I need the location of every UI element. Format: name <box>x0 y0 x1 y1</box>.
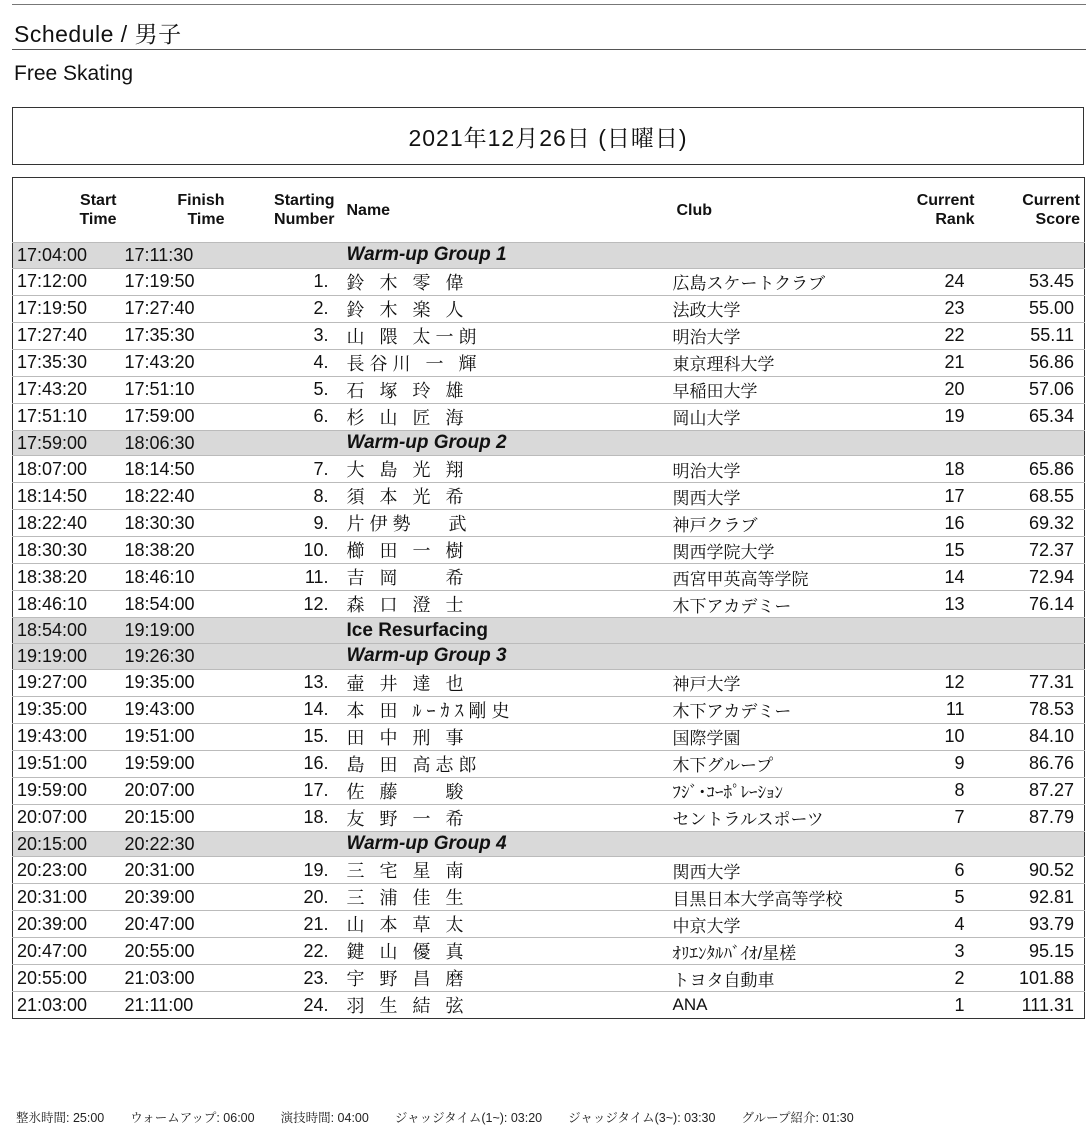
col-name: Name <box>346 201 391 219</box>
club-name: 木下アカデミー <box>669 696 869 723</box>
current-rank: 21 <box>869 349 979 376</box>
starting-number: 23. <box>229 965 339 992</box>
club-name: 木下アカデミー <box>669 591 869 618</box>
club-name: 早稲田大学 <box>669 376 869 403</box>
current-rank: 18 <box>869 456 979 483</box>
finish-time: 19:26:30 <box>121 644 229 670</box>
club-name: 東京理科大学 <box>669 349 869 376</box>
starting-number: 21. <box>229 911 339 938</box>
current-score: 53.45 <box>979 268 1085 295</box>
table-row <box>13 591 1085 618</box>
start-time: 17:35:30 <box>13 349 121 376</box>
table-row <box>13 669 1085 696</box>
start-time: 19:43:00 <box>13 723 121 750</box>
starting-number: 10. <box>229 537 339 564</box>
current-rank: 13 <box>869 591 979 618</box>
finish-time: 20:55:00 <box>121 938 229 965</box>
start-time: 19:51:00 <box>13 750 121 777</box>
col-current-score: Current Score <box>1022 192 1080 228</box>
group-label: Warm-up Group 2 <box>339 430 1085 456</box>
skater-name: 片伊勢 武 <box>339 510 669 537</box>
start-time: 20:15:00 <box>13 831 121 857</box>
club-name: 神戸大学 <box>669 669 869 696</box>
current-rank: 14 <box>869 564 979 591</box>
starting-number: 4. <box>229 349 339 376</box>
club-name: 岡山大学 <box>669 403 869 430</box>
start-time: 19:19:00 <box>13 644 121 670</box>
start-time: 19:59:00 <box>13 777 121 804</box>
current-rank: 1 <box>869 992 979 1019</box>
current-score: 77.31 <box>979 669 1085 696</box>
finish-time: 18:46:10 <box>121 564 229 591</box>
table-row <box>13 376 1085 403</box>
start-time: 20:07:00 <box>13 804 121 831</box>
club-name: 神戸クラブ <box>669 510 869 537</box>
blank-cell <box>229 430 339 456</box>
group-row <box>13 243 1085 269</box>
finish-time: 18:22:40 <box>121 483 229 510</box>
start-time: 18:14:50 <box>13 483 121 510</box>
current-score: 72.94 <box>979 564 1085 591</box>
start-time: 18:38:20 <box>13 564 121 591</box>
start-time: 20:23:00 <box>13 857 121 884</box>
club-name: 目黒日本大学高等学校 <box>669 884 869 911</box>
blank-cell <box>229 618 339 644</box>
current-score: 65.34 <box>979 403 1085 430</box>
page-title: Schedule / 男子 <box>14 21 182 47</box>
current-rank: 15 <box>869 537 979 564</box>
start-time: 17:12:00 <box>13 268 121 295</box>
table-row <box>13 965 1085 992</box>
finish-time: 20:31:00 <box>121 857 229 884</box>
skater-name: 三 浦 佳 生 <box>339 884 669 911</box>
club-name: セントラルスポーツ <box>669 804 869 831</box>
table-row <box>13 537 1085 564</box>
finish-time: 17:43:20 <box>121 349 229 376</box>
event-date: 2021年12月26日 (日曜日) <box>408 124 688 151</box>
date-banner <box>12 107 1084 165</box>
footer-item: ジャッジタイム(1~): 03:20 <box>394 1111 543 1125</box>
skater-name: 田 中 刑 事 <box>339 723 669 750</box>
starting-number: 5. <box>229 376 339 403</box>
club-name: 法政大学 <box>669 295 869 322</box>
current-score: 69.32 <box>979 510 1085 537</box>
finish-time: 19:59:00 <box>121 750 229 777</box>
current-rank: 3 <box>869 938 979 965</box>
start-time: 17:19:50 <box>13 295 121 322</box>
skater-name: 佐 藤 駿 <box>339 777 669 804</box>
club-name: ｵﾘｴﾝﾀﾙﾊﾞｲｵ/星槎 <box>669 938 869 965</box>
current-score: 57.06 <box>979 376 1085 403</box>
finish-time: 20:47:00 <box>121 911 229 938</box>
current-score: 111.31 <box>979 992 1085 1019</box>
current-rank: 8 <box>869 777 979 804</box>
footer-item: ウォームアップ: 06:00 <box>130 1111 255 1125</box>
skater-name: 山 本 草 太 <box>339 911 669 938</box>
skater-name: 長谷川 一 輝 <box>339 349 669 376</box>
start-time: 17:43:20 <box>13 376 121 403</box>
club-name: 明治大学 <box>669 322 869 349</box>
starting-number: 20. <box>229 884 339 911</box>
col-current-rank: Current Rank <box>916 192 975 228</box>
finish-time: 21:11:00 <box>121 992 229 1019</box>
current-rank: 24 <box>869 268 979 295</box>
club-name: 明治大学 <box>669 456 869 483</box>
current-rank: 10 <box>869 723 979 750</box>
skater-name: 鍵 山 優 真 <box>339 938 669 965</box>
start-time: 20:39:00 <box>13 911 121 938</box>
footer-item: ジャッジタイム(3~): 03:30 <box>568 1111 716 1125</box>
finish-time: 18:30:30 <box>121 510 229 537</box>
table-row <box>13 911 1085 938</box>
current-rank: 11 <box>869 696 979 723</box>
club-name: 関西大学 <box>669 857 869 884</box>
blank-cell <box>229 831 339 857</box>
start-time: 18:07:00 <box>13 456 121 483</box>
club-name: 関西学院大学 <box>669 537 869 564</box>
starting-number: 19. <box>229 857 339 884</box>
club-name: ﾌｼﾞ･ｺｰﾎﾟﾚｰｼｮﾝ <box>669 777 869 804</box>
skater-name: 須 本 光 希 <box>339 483 669 510</box>
table-row <box>13 696 1085 723</box>
starting-number: 1. <box>229 268 339 295</box>
starting-number: 18. <box>229 804 339 831</box>
club-name: 西宮甲英高等学院 <box>669 564 869 591</box>
finish-time: 20:22:30 <box>121 831 229 857</box>
col-club: Club <box>676 201 713 219</box>
skater-name: 山 隈 太一朗 <box>339 322 669 349</box>
current-rank: 5 <box>869 884 979 911</box>
starting-number: 6. <box>229 403 339 430</box>
table-row <box>13 804 1085 831</box>
skater-name: 石 塚 玲 雄 <box>339 376 669 403</box>
current-score: 87.27 <box>979 777 1085 804</box>
break-row <box>13 618 1085 644</box>
skater-name: 櫛 田 一 樹 <box>339 537 669 564</box>
top-rule <box>12 4 1086 5</box>
skater-name: 三 宅 星 南 <box>339 857 669 884</box>
start-time: 17:51:10 <box>13 403 121 430</box>
current-score: 86.76 <box>979 750 1085 777</box>
club-name: 国際学園 <box>669 723 869 750</box>
blank-cell <box>229 644 339 670</box>
table-row <box>13 322 1085 349</box>
starting-number: 13. <box>229 669 339 696</box>
starting-number: 3. <box>229 322 339 349</box>
finish-time: 17:35:30 <box>121 322 229 349</box>
current-rank: 6 <box>869 857 979 884</box>
club-name: 関西大学 <box>669 483 869 510</box>
start-time: 19:35:00 <box>13 696 121 723</box>
table-row <box>13 349 1085 376</box>
group-row <box>13 430 1085 456</box>
current-score: 92.81 <box>979 884 1085 911</box>
table-row <box>13 723 1085 750</box>
starting-number: 24. <box>229 992 339 1019</box>
finish-time: 17:11:30 <box>121 243 229 269</box>
current-score: 72.37 <box>979 537 1085 564</box>
starting-number: 16. <box>229 750 339 777</box>
footer-item: 整氷時間: 25:00 <box>16 1111 105 1125</box>
skater-name: 羽 生 結 弦 <box>339 992 669 1019</box>
start-time: 20:55:00 <box>13 965 121 992</box>
finish-time: 19:35:00 <box>121 669 229 696</box>
col-starting-number: Starting Number <box>274 192 335 228</box>
table-row <box>13 564 1085 591</box>
current-score: 93.79 <box>979 911 1085 938</box>
skater-name: 吉 岡 希 <box>339 564 669 591</box>
current-rank: 4 <box>869 911 979 938</box>
skater-name: 大 島 光 翔 <box>339 456 669 483</box>
table-row <box>13 510 1085 537</box>
starting-number: 2. <box>229 295 339 322</box>
current-rank: 17 <box>869 483 979 510</box>
footer-timings <box>16 1108 854 1126</box>
skater-name: 友 野 一 希 <box>339 804 669 831</box>
club-name: 広島スケートクラブ <box>669 268 869 295</box>
finish-time: 21:03:00 <box>121 965 229 992</box>
finish-time: 18:06:30 <box>121 430 229 456</box>
finish-time: 19:43:00 <box>121 696 229 723</box>
table-row <box>13 857 1085 884</box>
current-score: 87.79 <box>979 804 1085 831</box>
current-score: 84.10 <box>979 723 1085 750</box>
club-name: トヨタ自動車 <box>669 965 869 992</box>
start-time: 17:04:00 <box>13 243 121 269</box>
current-rank: 23 <box>869 295 979 322</box>
finish-time: 17:59:00 <box>121 403 229 430</box>
starting-number: 11. <box>229 564 339 591</box>
finish-time: 17:51:10 <box>121 376 229 403</box>
group-label: Warm-up Group 1 <box>339 243 1085 269</box>
current-score: 76.14 <box>979 591 1085 618</box>
starting-number: 22. <box>229 938 339 965</box>
event-name: Free Skating <box>14 62 134 85</box>
table-row <box>13 295 1085 322</box>
current-score: 78.53 <box>979 696 1085 723</box>
skater-name: 本 田 ﾙｰｶｽ剛史 <box>339 696 669 723</box>
start-time: 21:03:00 <box>13 992 121 1019</box>
finish-time: 20:39:00 <box>121 884 229 911</box>
current-rank: 2 <box>869 965 979 992</box>
finish-time: 18:54:00 <box>121 591 229 618</box>
table-header-row <box>13 178 1085 243</box>
starting-number: 9. <box>229 510 339 537</box>
starting-number: 14. <box>229 696 339 723</box>
group-label: Ice Resurfacing <box>339 618 1085 644</box>
start-time: 19:27:00 <box>13 669 121 696</box>
table-row <box>13 750 1085 777</box>
footer-item: 演技時間: 04:00 <box>280 1111 369 1125</box>
table-row <box>13 268 1085 295</box>
skater-name: 杉 山 匠 海 <box>339 403 669 430</box>
finish-time: 17:19:50 <box>121 268 229 295</box>
start-time: 17:27:40 <box>13 322 121 349</box>
current-score: 55.00 <box>979 295 1085 322</box>
start-time: 20:47:00 <box>13 938 121 965</box>
current-rank: 9 <box>869 750 979 777</box>
finish-time: 17:27:40 <box>121 295 229 322</box>
blank-cell <box>229 243 339 269</box>
skater-name: 壷 井 達 也 <box>339 669 669 696</box>
finish-time: 19:19:00 <box>121 618 229 644</box>
current-rank: 12 <box>869 669 979 696</box>
start-time: 18:22:40 <box>13 510 121 537</box>
table-row <box>13 992 1085 1019</box>
col-start-time: Start Time <box>79 192 117 228</box>
current-score: 65.86 <box>979 456 1085 483</box>
group-row <box>13 831 1085 857</box>
group-label: Warm-up Group 3 <box>339 644 1085 670</box>
starting-number: 17. <box>229 777 339 804</box>
current-score: 95.15 <box>979 938 1085 965</box>
table-row <box>13 777 1085 804</box>
current-rank: 16 <box>869 510 979 537</box>
starting-number: 7. <box>229 456 339 483</box>
table-row <box>13 456 1085 483</box>
current-rank: 19 <box>869 403 979 430</box>
start-time: 20:31:00 <box>13 884 121 911</box>
finish-time: 20:15:00 <box>121 804 229 831</box>
start-time: 17:59:00 <box>13 430 121 456</box>
current-rank: 7 <box>869 804 979 831</box>
current-score: 55.11 <box>979 322 1085 349</box>
footer-item: グループ紹介: 01:30 <box>741 1111 854 1125</box>
current-rank: 20 <box>869 376 979 403</box>
start-time: 18:30:30 <box>13 537 121 564</box>
table-row <box>13 884 1085 911</box>
col-finish-time: Finish Time <box>177 192 225 228</box>
table-row <box>13 483 1085 510</box>
group-label: Warm-up Group 4 <box>339 831 1085 857</box>
group-row <box>13 644 1085 670</box>
skater-name: 鈴 木 零 偉 <box>339 268 669 295</box>
club-name: 中京大学 <box>669 911 869 938</box>
current-score: 56.86 <box>979 349 1085 376</box>
schedule-table <box>12 177 1085 1019</box>
finish-time: 20:07:00 <box>121 777 229 804</box>
skater-name: 森 口 澄 士 <box>339 591 669 618</box>
start-time: 18:54:00 <box>13 618 121 644</box>
starting-number: 8. <box>229 483 339 510</box>
finish-time: 19:51:00 <box>121 723 229 750</box>
finish-time: 18:38:20 <box>121 537 229 564</box>
skater-name: 鈴 木 楽 人 <box>339 295 669 322</box>
skater-name: 島 田 高志郎 <box>339 750 669 777</box>
table-row <box>13 938 1085 965</box>
starting-number: 12. <box>229 591 339 618</box>
club-name: 木下グループ <box>669 750 869 777</box>
start-time: 18:46:10 <box>13 591 121 618</box>
current-score: 101.88 <box>979 965 1085 992</box>
skater-name: 宇 野 昌 磨 <box>339 965 669 992</box>
current-score: 68.55 <box>979 483 1085 510</box>
title-rule <box>12 49 1086 50</box>
club-name: ANA <box>669 992 869 1019</box>
finish-time: 18:14:50 <box>121 456 229 483</box>
current-rank: 22 <box>869 322 979 349</box>
current-score: 90.52 <box>979 857 1085 884</box>
starting-number: 15. <box>229 723 339 750</box>
table-row <box>13 403 1085 430</box>
